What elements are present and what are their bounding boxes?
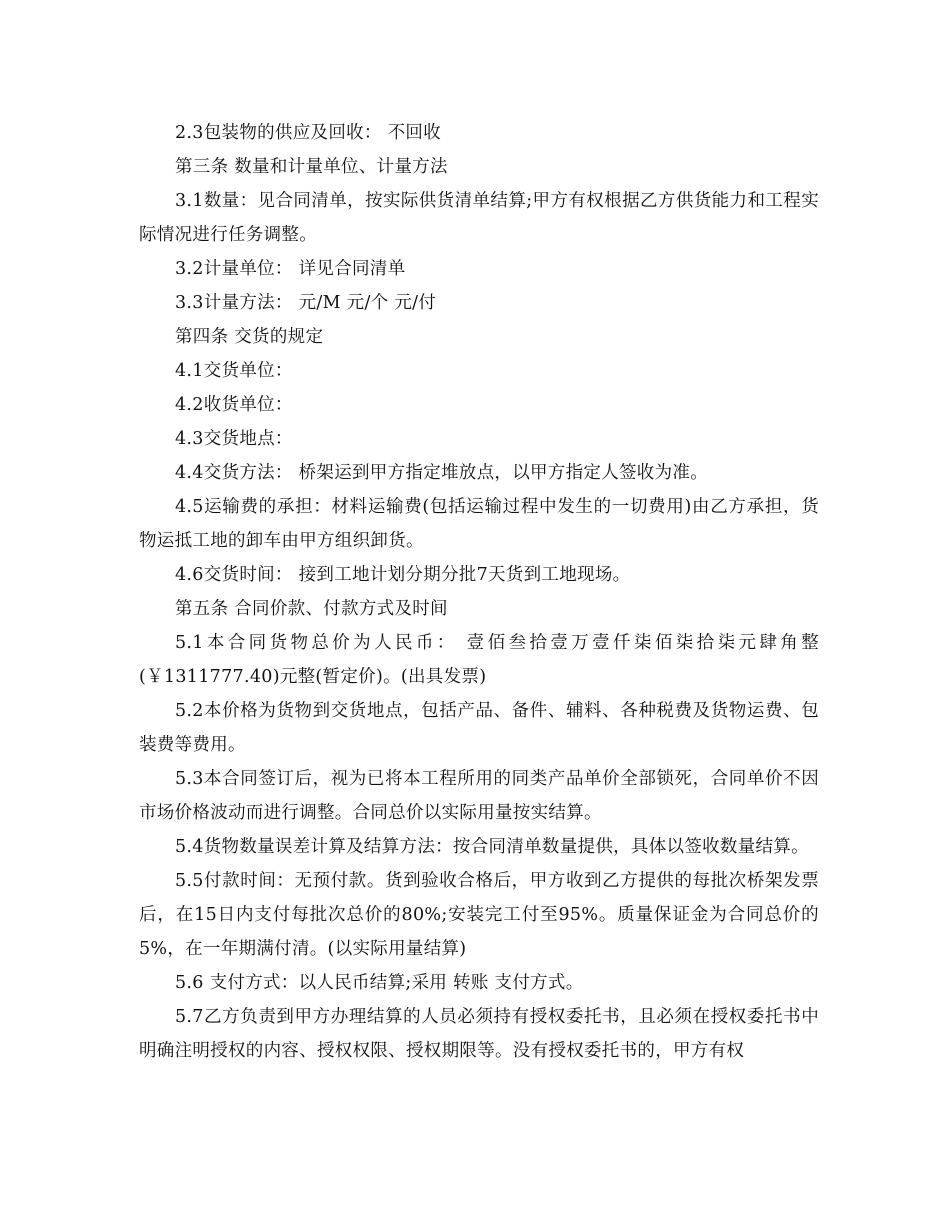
clause-5-6: 5.6 支付方式：以人民币结算;采用 转账 支付方式。 — [175, 973, 584, 993]
clause-5-1: 5.1本合同货物总价为人民币： 壹佰叁拾壹万壹仟柒佰柒拾柒元肆角整(￥1311777.40)元整(暂定价)。(出具发票) — [139, 633, 819, 687]
clause-4-5: 4.5运输费的承担：材料运输费(包括运输过程中发生的一切费用)由乙方承担，货物运抵工地的卸车由甲方组织卸货。 — [139, 497, 819, 551]
clause-5-3: 5.3本合同签订后，视为已将本工程所用的同类产品单价全部锁死，合同单价不因市场价格波动而进行调整。合同总价以实际用量按实结算。 — [139, 769, 819, 823]
clause-5-5: 5.5付款时间：无预付款。货到验收合格后，甲方收到乙方提供的每批次桥架发票后，在15日内支付每批次总价的80%;安装完工付至95%。质量保证金为合同总价的5%，在一年期满付清。(以实际用量结算) — [139, 871, 819, 959]
clause-4-4: 4.4交货方法： 桥架运到甲方指定堆放点，以甲方指定人签收为准。 — [175, 463, 708, 483]
clause-3-3: 3.3计量方法： 元/M 元/个 元/付 — [175, 293, 437, 313]
clause-3-2: 3.2计量单位： 详见合同清单 — [175, 259, 406, 279]
contract-body — [139, 116, 819, 1068]
clause-5-4: 5.4货物数量误差计算及结算方法：按合同清单数量提供，具体以签收数量结算。 — [175, 837, 809, 857]
clause-4-3: 4.3交货地点： — [175, 429, 293, 449]
clause-4-6: 4.6交货时间： 接到工地计划分期分批7天货到工地现场。 — [175, 565, 631, 585]
article-3-heading: 第三条 数量和计量单位、计量方法 — [175, 157, 448, 177]
clause-5-7: 5.7乙方负责到甲方办理结算的人员必须持有授权委托书，且必须在授权委托书中明确注明授权的内容、授权权限、授权期限等。没有授权委托书的，甲方有权 — [139, 1007, 819, 1061]
clause-2-3: 2.3包装物的供应及回收： 不回收 — [175, 123, 441, 143]
clause-4-2: 4.2收货单位： — [175, 395, 293, 415]
article-4-heading: 第四条 交货的规定 — [175, 327, 324, 347]
clause-5-2: 5.2本价格为货物到交货地点，包括产品、备件、辅料、各种税费及货物运费、包装费等费用。 — [139, 701, 819, 755]
clause-3-1: 3.1数量：见合同清单，按实际供货清单结算;甲方有权根据乙方供货能力和工程实际情况进行任务调整。 — [139, 191, 819, 245]
article-5-heading: 第五条 合同价款、付款方式及时间 — [175, 599, 448, 619]
clause-4-1: 4.1交货单位： — [175, 361, 293, 381]
